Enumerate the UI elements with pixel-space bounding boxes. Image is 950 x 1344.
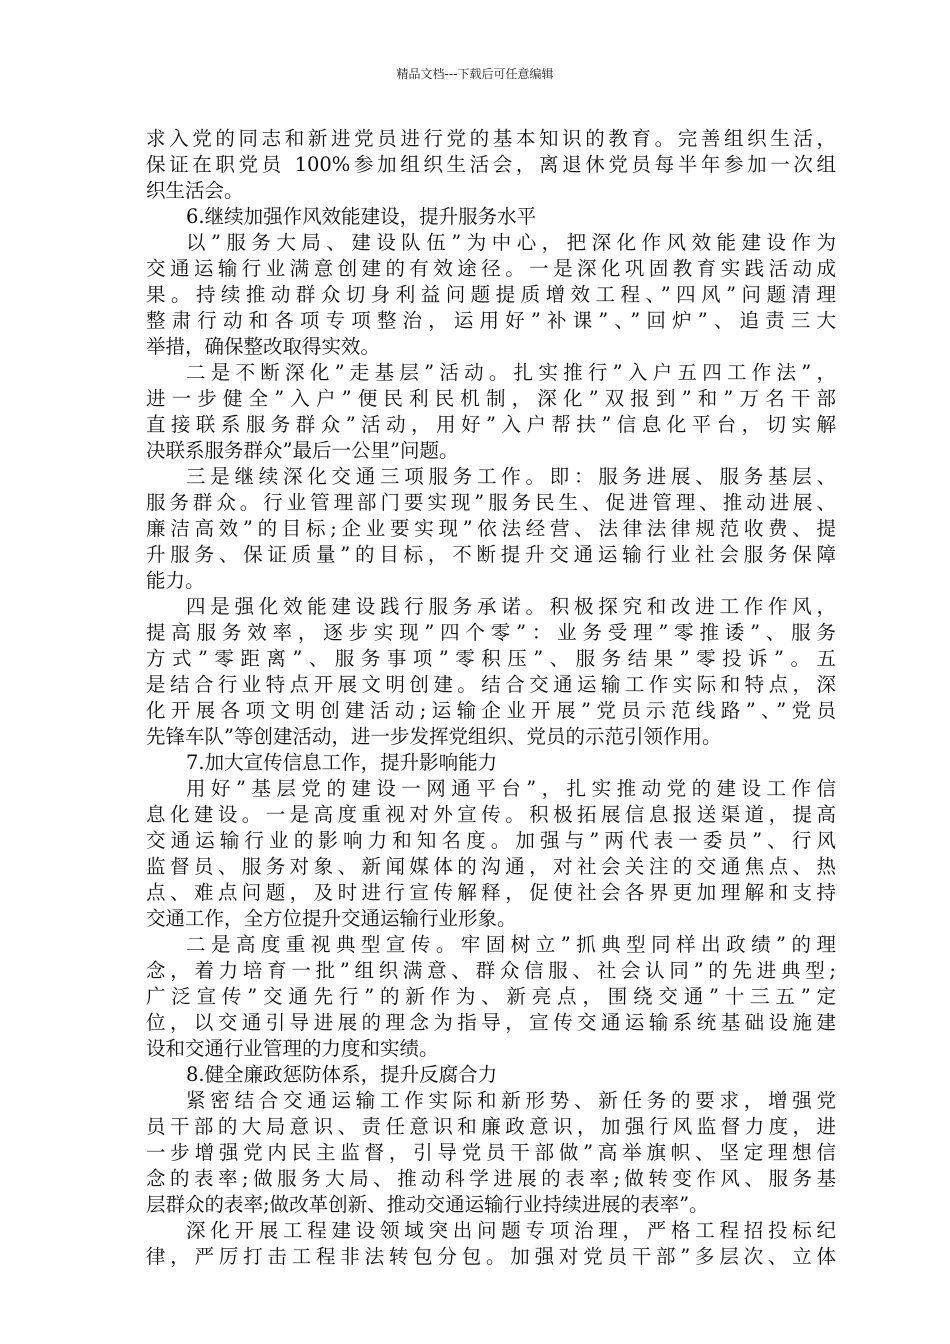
- text-line: 息化建设。一是高度重视对外宣传。积极拓展信息报送渠道，提高: [146, 803, 836, 826]
- text-line: 保证在职党员 100%参加组织生活会，离退休党员每半年参加一次组: [146, 153, 836, 176]
- text-line: 监督员、服务对象、新闻媒体的沟通，对社会关注的交通焦点、热: [146, 855, 836, 878]
- text-line: 果。持续推动群众切身利益问题提质增效工程、”四风”问题清理: [146, 283, 836, 306]
- text-line: 方式”零距离”、服务事项”零积压”、服务结果”零投诉”。五: [146, 647, 836, 670]
- text-line: 先锋车队”等创建活动，进一步发挥党组织、党员的示范引领作用。: [146, 725, 722, 748]
- text-line: 一步增强党内民主监督，引导党员干部做”高举旗帜、坚定理想信: [146, 1141, 836, 1164]
- text-line: 直接联系服务群众”活动，用好”入户帮扶”信息化平台，切实解: [146, 413, 836, 436]
- text-line: 律，严厉打击工程非法转包分包。加强对党员干部”多层次、立体: [146, 1245, 836, 1268]
- text-line: 廉洁高效”的目标;企业要实现”依法经营、法律法律规范收费、提: [146, 517, 836, 540]
- text-line: 交通运输行业满意创建的有效途径。一是深化巩固教育实践活动成: [146, 257, 836, 280]
- text-line: 交通工作，全方位提升交通运输行业形象。: [146, 907, 517, 930]
- text-line: 升服务、保证质量”的目标，不断提升交通运输行业社会服务保障: [146, 543, 836, 566]
- text-line: 念的表率;做服务大局、推动科学进展的表率;做转变作风、服务基: [146, 1167, 836, 1190]
- text-line: 以”服务大局、建设队伍”为中心，把深化作风效能建设作为: [186, 231, 836, 254]
- text-line: 8.健全廉政惩防体系，提升反腐合力: [186, 1063, 498, 1086]
- text-line: 决联系服务群众”最后一公里”问题。: [146, 439, 459, 462]
- text-line: 进一步健全”入户”便民利民机制，深化”双报到”和”万名干部: [146, 387, 836, 410]
- text-line: 念，着力培育一批”组织满意、群众信服、社会认同”的先进典型;: [146, 959, 836, 982]
- text-line: 三是继续深化交通三项服务工作。即：服务进展、服务基层、: [186, 465, 836, 488]
- text-line: 紧密结合交通运输工作实际和新形势、新任务的要求，增强党: [186, 1089, 836, 1112]
- text-line: 用好”基层党的建设一网通平台”，扎实推动党的建设工作信: [186, 777, 836, 800]
- text-line: 层群众的表率;做改革创新、推动交通运输行业持续进展的表率”。: [146, 1193, 709, 1216]
- text-line: 二是高度重视典型宣传。牢固树立”抓典型同样出政绩”的理: [186, 933, 836, 956]
- text-line: 员干部的大局意识、责任意识和廉政意识，加强行风监督力度，进: [146, 1115, 836, 1138]
- text-line: 化开展各项文明创建活动;运输企业开展”党员示范线路”、”党员: [146, 699, 836, 722]
- text-line: 二是不断深化”走基层”活动。扎实推行”入户五四工作法”，: [186, 361, 836, 384]
- text-line: 整肃行动和各项专项整治，运用好”补课”、”回炉”、追责三大: [146, 309, 836, 332]
- text-line: 7.加大宣传信息工作，提升影响能力: [186, 751, 498, 774]
- text-line: 交通运输行业的影响力和知名度。加强与”两代表一委员”、行风: [146, 829, 836, 852]
- text-line: 是结合行业特点开展文明创建。结合交通运输工作实际和特点，深: [146, 673, 836, 696]
- text-line: 深化开展工程建设领域突出问题专项治理，严格工程招投标纪: [186, 1219, 836, 1242]
- text-line: 四是强化效能建设践行服务承诺。积极探究和改进工作作风，: [186, 595, 836, 618]
- text-line: 服务群众。行业管理部门要实现”服务民生、促进管理、推动进展、: [146, 491, 836, 514]
- text-line: 6.继续加强作风效能建设，提升服务水平: [186, 205, 537, 228]
- text-line: 举措，确保整改取得实效。: [146, 335, 381, 358]
- page-header: 精品文档---下载后可任意编辑: [396, 67, 554, 81]
- text-line: 广泛宣传”交通先行”的新作为、新亮点，围绕交通”十三五”定: [146, 985, 836, 1008]
- text-line: 位，以交通引导进展的理念为指导，宣传交通运输系统基础设施建: [146, 1011, 836, 1034]
- text-line: 织生活会。: [146, 179, 244, 202]
- document-body: [146, 126, 836, 1270]
- text-line: 设和交通行业管理的力度和实绩。: [146, 1037, 439, 1060]
- text-line: 求入党的同志和新进党员进行党的基本知识的教育。完善组织生活，: [146, 127, 836, 150]
- text-line: 能力。: [146, 569, 205, 592]
- text-line: 点、难点问题，及时进行宣传解释，促使社会各界更加理解和支持: [146, 881, 836, 904]
- text-line: 提高服务效率，逐步实现”四个零”：业务受理”零推诿”、服务: [146, 621, 836, 644]
